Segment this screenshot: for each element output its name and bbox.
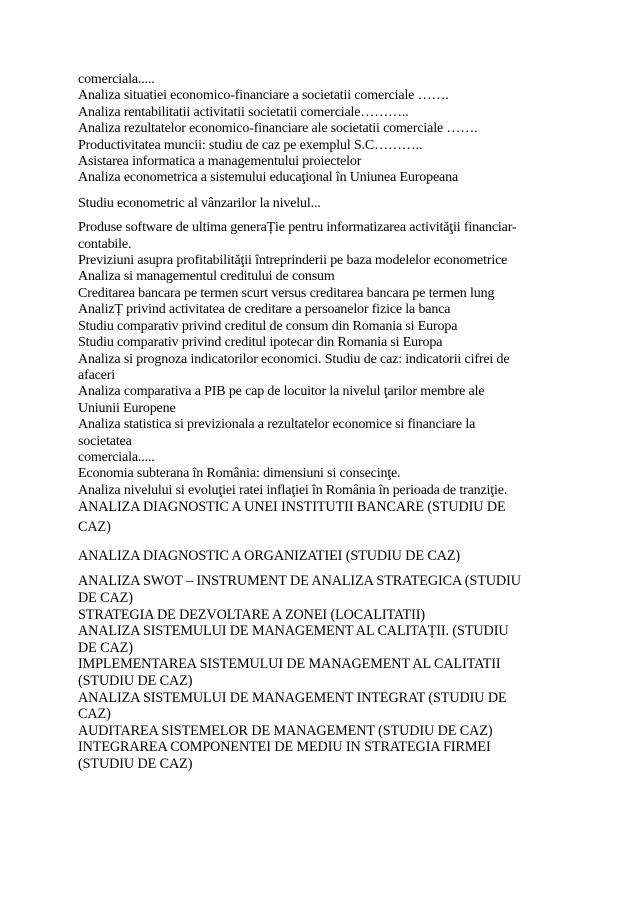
caps-topic-line: ANALIZA DIAGNOSTIC A UNEI INSTITUTII BANCARE (STUDIU DE <box>78 499 506 516</box>
caps-topic-line: ANALIZA SISTEMULUI DE MANAGEMENT AL CALITAȚII. (STUDIU <box>78 623 509 640</box>
topic-line: societatea <box>78 433 132 449</box>
topic-line: Analiza statistica si previzionala a rezultatelor economice si financiare la <box>78 417 476 433</box>
topic-line: comerciala..... <box>78 449 155 465</box>
topic-line: Studiu comparativ privind creditul ipotecar din Romania si Europa <box>78 335 443 351</box>
caps-topic-line: ANALIZA DIAGNOSTIC A ORGANIZATIEI (STUDIU DE CAZ) <box>78 547 461 564</box>
caps-topic-line: ANALIZA SISTEMULUI DE MANAGEMENT INTEGRAT (STUDIU DE <box>78 689 507 706</box>
caps-topic-line: CAZ) <box>78 706 111 723</box>
topic-line: Produse software de ultima generaȚie pentru informatizarea activităţii financiar- <box>78 220 517 236</box>
topic-line: afaceri <box>78 367 116 383</box>
topic-line: Analiza si prognoza indicatorilor economici. Studiu de caz: indicatorii cifrei de <box>78 351 510 367</box>
caps-list-3 <box>78 573 578 772</box>
caps-topic-line: DE CAZ) <box>78 589 133 606</box>
topic-line: Analiza econometrica a sistemului educaţional în Uniunea Europeana <box>78 170 459 186</box>
caps-list-1 <box>78 499 578 539</box>
topic-line: Asistarea informatica a managementului proiectelor <box>78 154 362 170</box>
topic-line: Creditarea bancara pe termen scurt versus creditarea bancara pe termen lung <box>78 285 495 301</box>
topic-line: comerciala..... <box>78 72 155 87</box>
topic-line: Uniunii Europene <box>78 400 176 416</box>
caps-topic-line: ANALIZA SWOT – INSTRUMENT DE ANALIZA STRATEGICA (STUDIU <box>78 573 521 590</box>
caps-topic-line: STRATEGIA DE DEZVOLTARE A ZONEI (LOCALITATII) <box>78 606 425 623</box>
topic-list-3 <box>78 220 578 499</box>
topic-list-1 <box>78 72 578 187</box>
topic-line: AnalizȚ privind activitatea de creditare a persoanelor fizice la banca <box>78 302 451 318</box>
topic-line: Economia subterana în România: dimensiuni si consecinţe. <box>78 466 401 482</box>
topic-list-2 <box>78 196 578 212</box>
topic-line: Studiu econometric al vânzarilor la nivelul... <box>78 195 321 211</box>
topic-line: Analiza rezultatelor economico-financiare ale societatii comerciale ……. <box>78 121 478 137</box>
caps-topic-line: (STUDIU DE CAZ) <box>78 755 193 772</box>
caps-topic-line: CAZ) <box>78 518 111 535</box>
topic-line: Analiza comparativa a PIB pe cap de locuitor la nivelul ţarilor membre ale <box>78 384 485 400</box>
caps-topic-line: (STUDIU DE CAZ) <box>78 672 193 689</box>
caps-topic-line: AUDITAREA SISTEMELOR DE MANAGEMENT (STUDIU DE CAZ) <box>78 722 493 739</box>
topic-line: contabile. <box>78 236 132 252</box>
topic-line: Analiza nivelului si evoluţiei ratei inflaţiei în România în perioada de tranziţie. <box>78 482 508 498</box>
topic-line: Analiza si managementul creditului de consum <box>78 269 335 285</box>
topic-line: Analiza situatiei economico-financiare a societatii comerciale ……. <box>78 88 449 104</box>
topic-line: Analiza rentabilitatii activitatii societatii comerciale……….. <box>78 104 409 120</box>
caps-list-2 <box>78 548 578 565</box>
topic-line: Productivitatea muncii: studiu de caz pe exemplul S.C……….. <box>78 137 423 153</box>
topic-line: Previziuni asupra profitabilităţii întreprinderii pe baza modelelor econometrice <box>78 253 508 269</box>
caps-topic-line: INTEGRAREA COMPONENTEI DE MEDIU IN STRATEGIA FIRMEI <box>78 739 491 756</box>
topic-line: Studiu comparativ privind creditul de consum din Romania si Europa <box>78 318 458 334</box>
caps-topic-line: DE CAZ) <box>78 639 133 656</box>
caps-topic-line: IMPLEMENTAREA SISTEMULUI DE MANAGEMENT AL CALITATII <box>78 656 501 673</box>
